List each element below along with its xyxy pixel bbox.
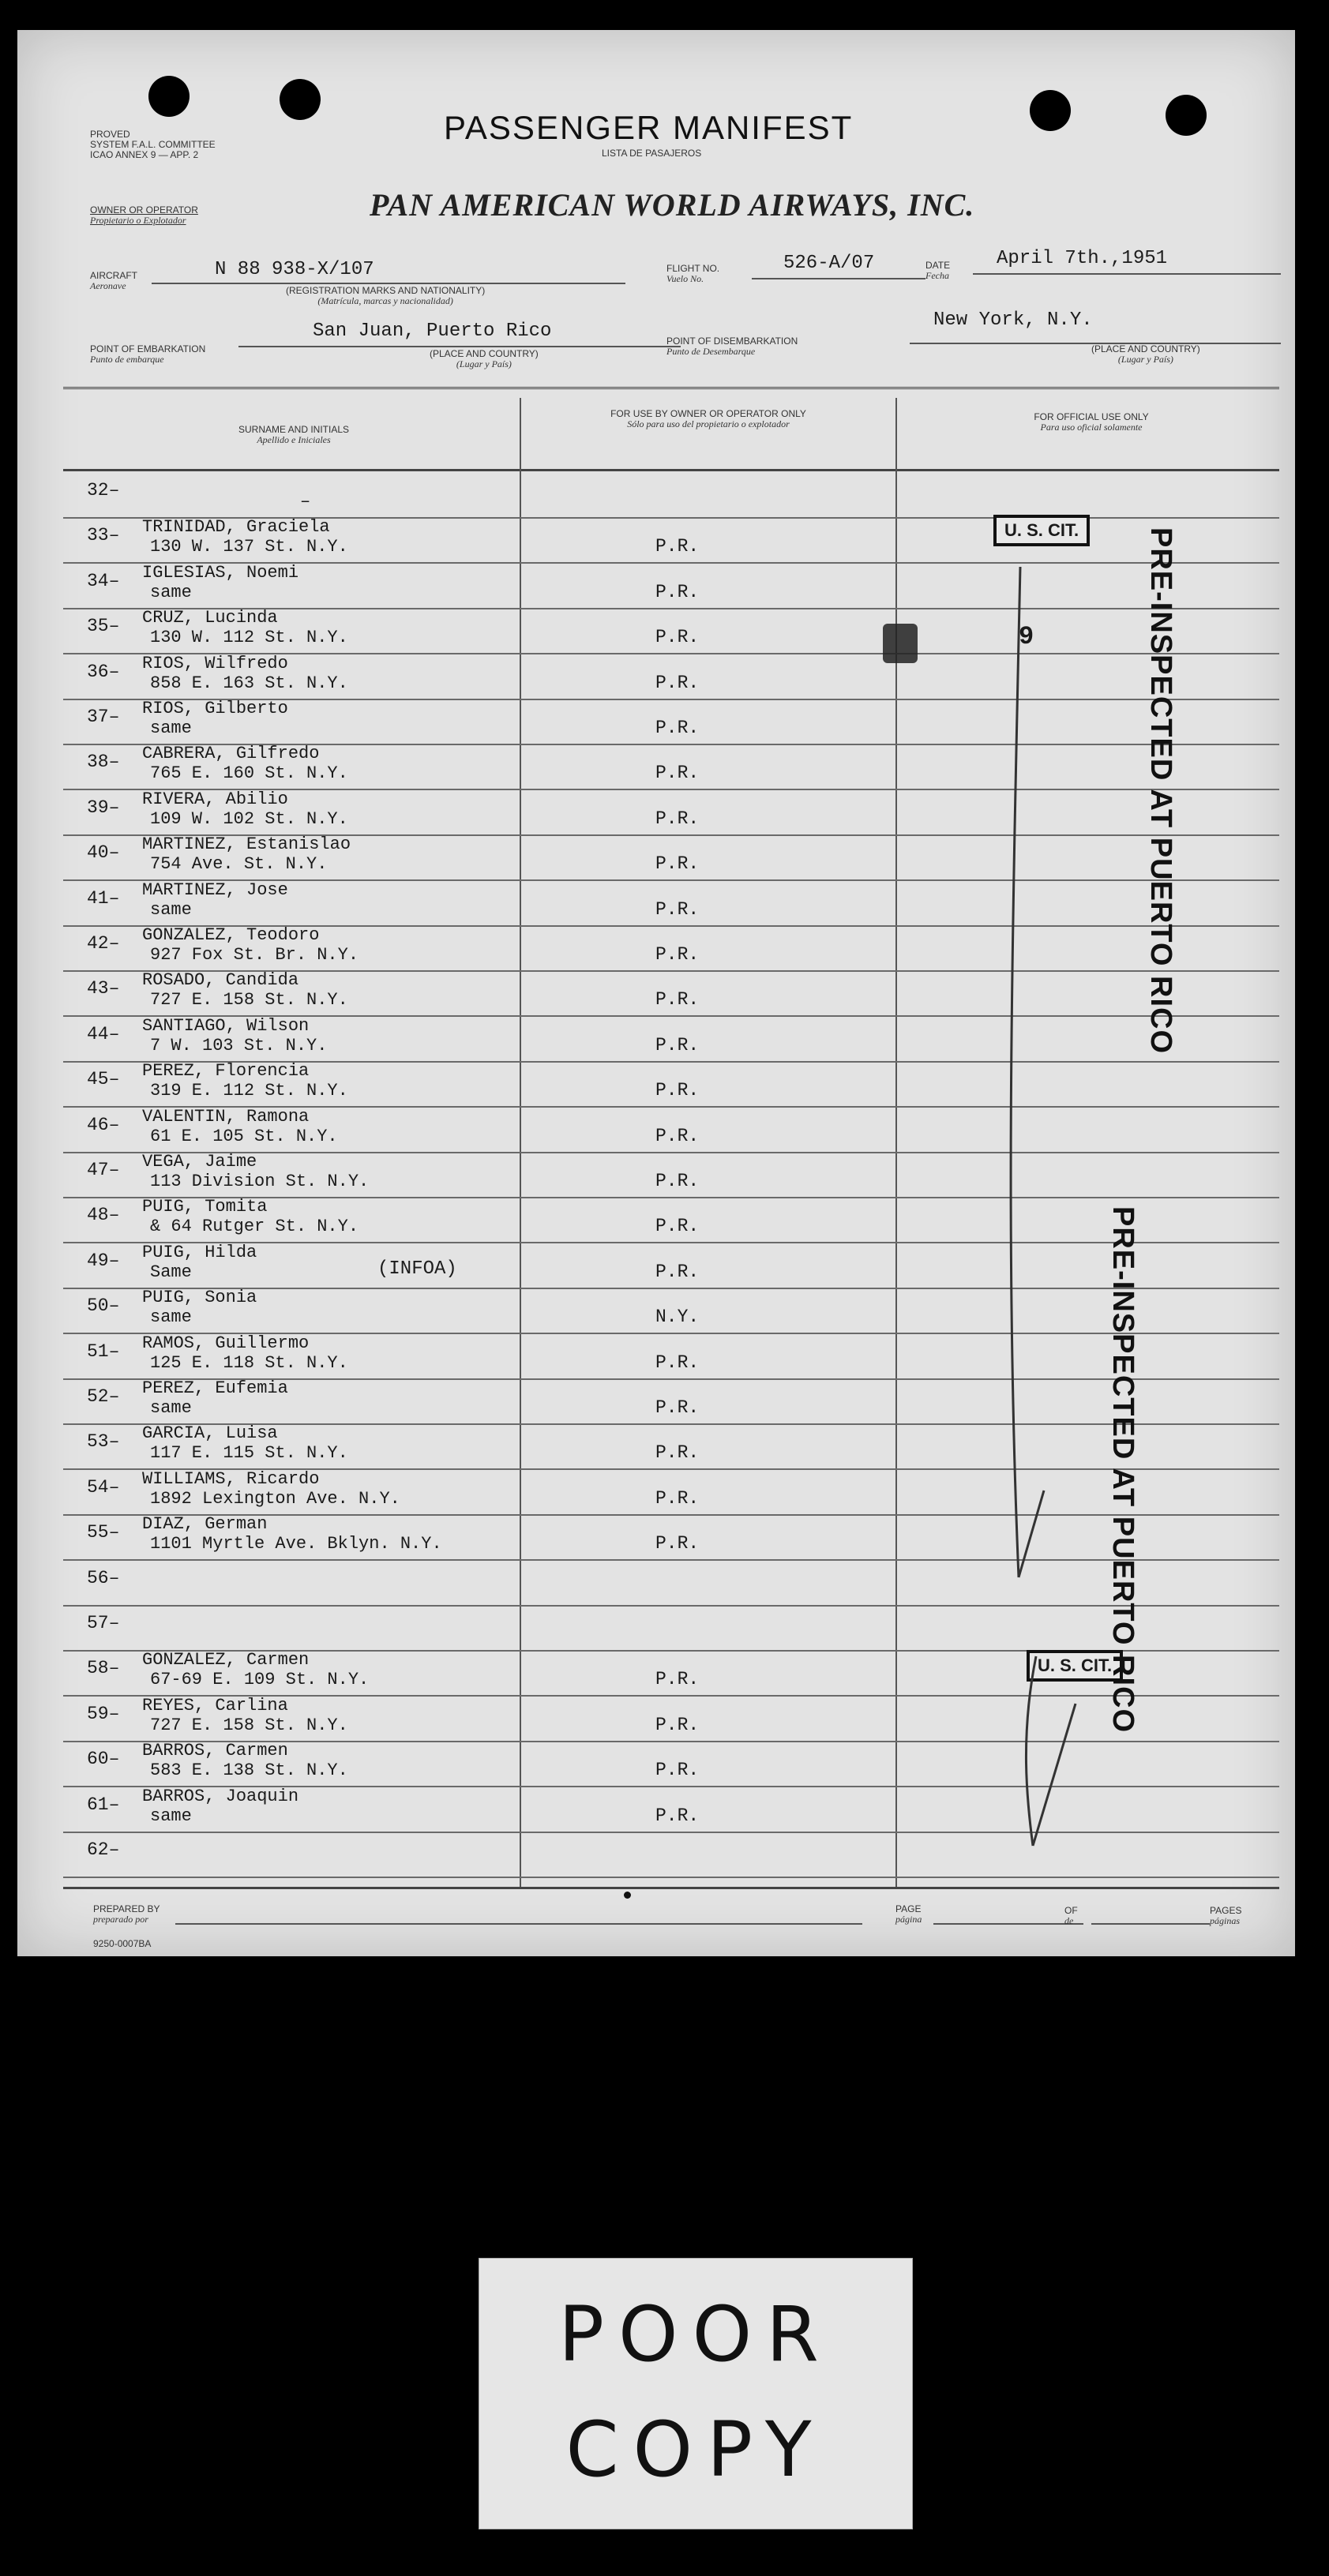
punch-hole	[1030, 90, 1071, 131]
punch-hole	[148, 76, 190, 117]
row-number: 52–	[87, 1386, 120, 1407]
residence-code: N.Y.	[655, 1307, 700, 1328]
row-number: 57–	[87, 1613, 120, 1633]
row-number: 48–	[87, 1205, 120, 1226]
residence-code: P.R.	[655, 1216, 700, 1237]
page-line	[933, 1923, 1083, 1925]
residence-code: P.R.	[655, 581, 700, 602]
passenger-name: VALENTIN, Ramona	[142, 1106, 310, 1127]
passenger-name: RIOS, Gilberto	[142, 699, 288, 718]
pre-inspected-stamp: PRE-INSPECTED AT PUERTO RICO	[1106, 1206, 1139, 1734]
passenger-name: RIOS, Wilfredo	[142, 653, 288, 673]
passenger-address: 583 E. 138 St. N.Y.	[150, 1760, 348, 1781]
passenger-address: Same	[150, 1262, 192, 1282]
passenger-name: GARCIA, Luisa	[142, 1423, 278, 1444]
passenger-name: TRINIDAD, Graciela	[142, 517, 330, 538]
pages-label: PAGES páginas	[1210, 1905, 1242, 1926]
us-citizen-stamp: U. S. CIT.	[1027, 1650, 1123, 1682]
infoa-note: (INFOA)	[377, 1258, 457, 1280]
row-number: 54–	[87, 1476, 120, 1498]
column-header-owner: FOR USE BY OWNER OR OPERATOR ONLY Sólo para uso del propietario o explotador	[610, 408, 806, 429]
pre-inspected-stamp: PRE-INSPECTED AT PUERTO RICO	[1144, 527, 1177, 1055]
row-number: 50–	[87, 1295, 120, 1317]
prepared-line	[175, 1923, 862, 1925]
residence-code: P.R.	[655, 1171, 700, 1191]
passenger-address: 117 E. 115 St. N.Y.	[150, 1443, 348, 1464]
residence-code: P.R.	[655, 1034, 700, 1056]
embark-caption: (PLACE AND COUNTRY) (Lugar y País)	[430, 348, 539, 369]
disembark-label: POINT OF DISEMBARKATION Punto de Desembarque	[666, 336, 798, 357]
passenger-address: 130 W. 137 St. N.Y.	[150, 537, 348, 557]
passenger-address: 1101 Myrtle Ave. Bklyn. N.Y.	[150, 1534, 442, 1554]
passenger-name: GONZALEZ, Teodoro	[142, 925, 320, 945]
residence-code: P.R.	[655, 853, 700, 875]
residence-code: P.R.	[655, 1080, 700, 1101]
passenger-name: PEREZ, Eufemia	[142, 1378, 288, 1398]
aircraft-line	[152, 283, 625, 284]
residence-code: P.R.	[655, 898, 700, 920]
passenger-address: 754 Ave. St. N.Y.	[150, 854, 328, 875]
row-number: 45–	[87, 1069, 120, 1090]
passenger-address: 727 E. 158 St. N.Y.	[150, 1715, 348, 1735]
residence-code: P.R.	[655, 989, 700, 1011]
poor-copy-line: POOR	[558, 2290, 833, 2379]
punch-hole	[1166, 95, 1207, 136]
table-row	[63, 472, 1279, 519]
passenger-name: REYES, Carlina	[142, 1695, 288, 1715]
pen-mark	[989, 535, 1131, 1877]
residence-code: P.R.	[655, 1760, 700, 1781]
passenger-name: MARTINEZ, Jose	[142, 879, 288, 900]
passenger-name: DIAZ, German	[142, 1514, 268, 1535]
passenger-address: 130 W. 112 St. N.Y.	[150, 628, 348, 648]
residence-code: P.R.	[655, 672, 700, 693]
passenger-address: 1892 Lexington Ave. N.Y.	[150, 1488, 400, 1509]
page-subtitle: LISTA DE PASAJEROS	[602, 148, 702, 159]
embark-value: San Juan, Puerto Rico	[313, 321, 552, 342]
flight-value: 526-A/07	[783, 253, 875, 274]
row-number: 42–	[87, 933, 120, 954]
poor-copy-notice	[479, 2258, 913, 2529]
row-number: 40–	[87, 842, 120, 864]
residence-code: P.R.	[655, 1805, 700, 1826]
flight-label: FLIGHT NO. Vuelo No.	[666, 263, 720, 284]
residence-code: P.R.	[655, 1397, 700, 1418]
prepared-by-label: PREPARED BY preparado por	[93, 1903, 160, 1925]
row-number: 37–	[87, 707, 120, 727]
passenger-name: IGLESIAS, Noemi	[142, 562, 299, 583]
passenger-name: SANTIAGO, Wilson	[142, 1015, 310, 1036]
passenger-name: GONZALEZ, Carmen	[142, 1650, 310, 1670]
row-number: 36–	[87, 661, 120, 682]
date-value: April 7th.,1951	[997, 248, 1168, 269]
passenger-name: ROSADO, Candida	[142, 970, 299, 991]
residence-code: P.R.	[655, 627, 700, 648]
row-number: 56–	[87, 1567, 120, 1588]
residence-code: P.R.	[655, 1533, 700, 1554]
residence-code: P.R.	[655, 1442, 700, 1464]
passenger-name: RIVERA, Abilio	[142, 789, 288, 809]
date-label: DATE Fecha	[925, 260, 951, 281]
passenger-name: BARROS, Joaquin	[142, 1786, 299, 1806]
passenger-address: 927 Fox St. Br. N.Y.	[150, 945, 359, 965]
disembark-value: New York, N.Y.	[933, 309, 1093, 331]
passenger-name: RAMOS, Guillermo	[142, 1333, 310, 1353]
passenger-address: 109 W. 102 St. N.Y.	[150, 808, 348, 829]
page-title: PASSENGER MANIFEST	[444, 109, 854, 146]
passenger-address: 727 E. 158 St. N.Y.	[150, 990, 348, 1011]
passenger-address: same	[150, 718, 192, 738]
embark-line	[238, 346, 681, 347]
row-number: 46–	[87, 1114, 120, 1135]
row-number: 34–	[87, 570, 120, 591]
column-header-official: FOR OFFICIAL USE ONLY Para uso oficial solamente	[1034, 411, 1149, 433]
passenger-address: 765 E. 160 St. N.Y.	[150, 763, 348, 784]
passenger-name: CRUZ, Lucinda	[142, 608, 278, 628]
center-dot	[624, 1892, 631, 1899]
aircraft-value: N 88 938-X/107	[215, 259, 374, 280]
residence-code: P.R.	[655, 808, 700, 829]
owner-label: OWNER OR OPERATOR Propietario o Explotador	[90, 204, 198, 226]
passenger-address: 858 E. 163 St. N.Y.	[150, 673, 348, 693]
column-header-name: SURNAME AND INITIALS Apellido e Iniciales	[238, 424, 350, 445]
row-number: 53–	[87, 1431, 120, 1453]
table-top-rule	[63, 387, 1279, 389]
residence-code: P.R.	[655, 1261, 700, 1282]
row-number: 61–	[87, 1794, 120, 1815]
passenger-name: PUIG, Sonia	[142, 1288, 257, 1308]
table-header-rule	[63, 469, 1279, 471]
row-number: 49–	[87, 1250, 120, 1271]
row-number: 62–	[87, 1839, 120, 1860]
count-mark: 9	[1019, 622, 1034, 651]
row-number: 44–	[87, 1023, 120, 1044]
ink-blot	[883, 624, 918, 663]
passenger-name: PUIG, Hilda	[142, 1242, 257, 1262]
residence-code: P.R.	[655, 536, 700, 557]
passenger-name: CABRERA, Gilfredo	[142, 744, 320, 764]
of-line	[1091, 1923, 1210, 1925]
residence-code: P.R.	[655, 1125, 700, 1146]
passenger-name: BARROS, Carmen	[142, 1741, 288, 1761]
passenger-address: 125 E. 118 St. N.Y.	[150, 1352, 348, 1373]
owner-value: PAN AMERICAN WORLD AIRWAYS, INC.	[370, 187, 975, 223]
passenger-address: same	[150, 1805, 192, 1826]
passenger-address: same	[150, 899, 192, 920]
passenger-address: same	[150, 582, 192, 602]
passenger-address: –	[300, 492, 311, 512]
residence-code: P.R.	[655, 763, 700, 784]
row-number: 43–	[87, 978, 120, 999]
passenger-name: WILLIAMS, Ricardo	[142, 1468, 320, 1489]
row-number: 32–	[87, 480, 120, 501]
passenger-name: MARTINEZ, Estanislao	[142, 834, 351, 855]
passenger-name: PEREZ, Florencia	[142, 1061, 310, 1082]
us-citizen-stamp: U. S. CIT.	[993, 515, 1090, 546]
residence-code: P.R.	[655, 1352, 700, 1373]
row-number: 59–	[87, 1703, 120, 1724]
residence-code: P.R.	[655, 944, 700, 965]
disembark-caption: (PLACE AND COUNTRY) (Lugar y País)	[1091, 343, 1200, 365]
approval-note: PROVED SYSTEM F.A.L. COMMITTEE ICAO ANNEX 9 — APP. 2	[90, 129, 216, 160]
residence-code: P.R.	[655, 1487, 700, 1509]
residence-code: P.R.	[655, 1669, 700, 1690]
form-number: 9250-0007BA	[93, 1938, 152, 1949]
page-label: PAGE página	[895, 1903, 922, 1925]
row-number: 33–	[87, 525, 120, 546]
flight-line	[752, 278, 925, 279]
row-number: 39–	[87, 797, 120, 818]
footer-rule	[63, 1887, 1279, 1889]
embark-label: POINT OF EMBARKATION Punto de embarque	[90, 343, 206, 365]
punch-hole	[280, 79, 321, 120]
passenger-name: PUIG, Tomita	[142, 1197, 268, 1217]
passenger-address: & 64 Rutger St. N.Y.	[150, 1217, 359, 1237]
row-number: 47–	[87, 1160, 120, 1180]
date-line	[973, 273, 1281, 275]
row-number: 41–	[87, 887, 120, 909]
row-number: 51–	[87, 1340, 120, 1362]
passenger-address: 67-69 E. 109 St. N.Y.	[150, 1670, 370, 1690]
residence-code: P.R.	[655, 1714, 700, 1735]
poor-copy-line: COPY	[565, 2405, 826, 2494]
row-number: 38–	[87, 752, 120, 773]
of-label: OF de	[1064, 1905, 1078, 1926]
passenger-address: 113 Division St. N.Y.	[150, 1172, 370, 1191]
row-number: 35–	[87, 616, 120, 637]
passenger-address: 319 E. 112 St. N.Y.	[150, 1081, 348, 1101]
passenger-address: same	[150, 1307, 192, 1328]
aircraft-caption: (REGISTRATION MARKS AND NATIONALITY) (Matrícula, marcas y nacionalidad)	[286, 285, 486, 306]
manifest-sheet	[17, 30, 1295, 1956]
passenger-name: VEGA, Jaime	[142, 1152, 257, 1172]
row-number: 58–	[87, 1658, 120, 1679]
passenger-address: 7 W. 103 St. N.Y.	[150, 1035, 328, 1056]
row-number: 60–	[87, 1749, 120, 1770]
passenger-address: same	[150, 1398, 192, 1418]
row-number: 55–	[87, 1522, 120, 1543]
residence-code: P.R.	[655, 718, 700, 738]
aircraft-label: AIRCRAFT Aeronave	[90, 270, 137, 291]
passenger-address: 61 E. 105 St. N.Y.	[150, 1126, 338, 1146]
